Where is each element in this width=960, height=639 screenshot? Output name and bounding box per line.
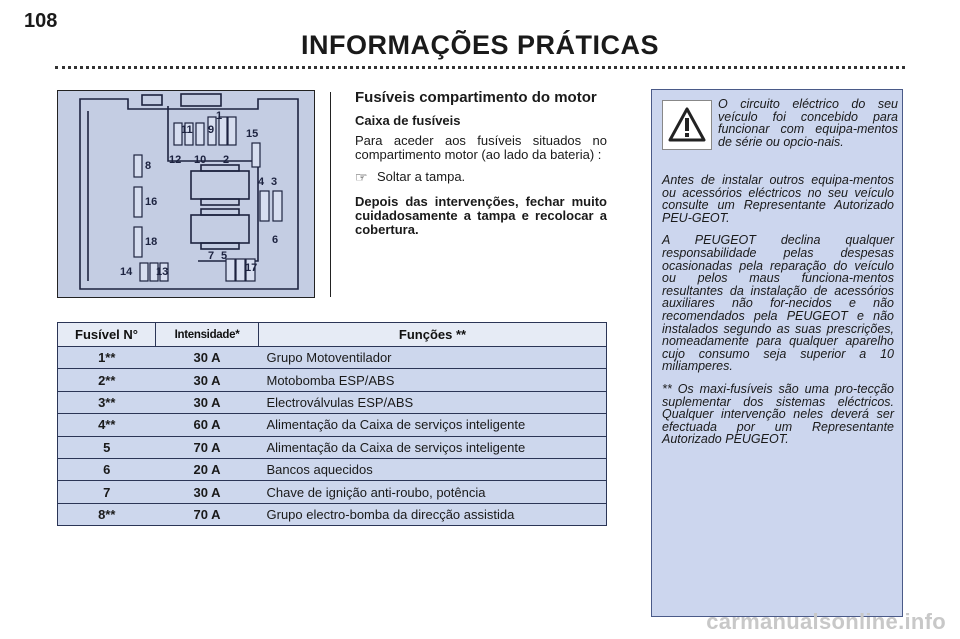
page-number: 108: [24, 10, 58, 32]
warning-triangle-icon: [662, 100, 712, 150]
fuse-number: 8**: [58, 503, 156, 525]
fuse-number: 7: [58, 481, 156, 503]
diagram-label: 8: [145, 160, 152, 172]
fuse-instructions: [355, 90, 607, 237]
intro-paragraph: Para aceder aos fusíveis situados no compartimento motor (ao lado da bateria) :: [355, 133, 607, 162]
fuse-number: 5: [58, 436, 156, 458]
fuse-intensity: 70 A: [156, 503, 259, 525]
fuse-number: 2**: [58, 369, 156, 391]
diagram-label: 2: [223, 154, 230, 166]
diagram-label: 18: [145, 236, 158, 248]
fuse-number: 6: [58, 458, 156, 480]
diagram-label: 9: [208, 124, 215, 136]
fuse-intensity: 30 A: [156, 481, 259, 503]
closing-warning: Depois das intervenções, fechar muito cuidadosamente a tampa e recolocar a cobertura.: [355, 194, 607, 237]
fuse-function: Motobomba ESP/ABS: [259, 369, 607, 391]
fuse-function: Alimentação da Caixa de serviços inteligente: [259, 436, 607, 458]
diagram-label: 7: [208, 250, 215, 262]
diagram-label: 4: [258, 176, 265, 188]
diagram-label: 1: [216, 110, 223, 122]
warning-callout: [662, 97, 898, 168]
page-title: INFORMAÇÕES PRÁTICAS: [300, 30, 659, 60]
diagram-label: 12: [169, 154, 182, 166]
table-row: [58, 391, 607, 413]
column-header-functions: Funções **: [259, 323, 607, 347]
fuse-intensity: 30 A: [156, 391, 259, 413]
warning-text: O circuito eléctrico do seu veículo foi concebido para funcionar com equipa-mentos de série ou opcio-nais.: [718, 97, 898, 149]
diagram-label: 5: [221, 250, 228, 262]
diagram-label: 6: [272, 234, 279, 246]
table-row: [58, 347, 607, 369]
title-divider: [55, 66, 905, 69]
table-row: [58, 481, 607, 503]
fuse-number: 3**: [58, 391, 156, 413]
notes-panel: [651, 89, 903, 617]
instruction-step: [355, 170, 607, 184]
fuse-function: Bancos aquecidos: [259, 458, 607, 480]
fuse-intensity: 70 A: [156, 436, 259, 458]
column-divider: [330, 92, 331, 297]
fuse-number: 4**: [58, 414, 156, 436]
table-row: [58, 436, 607, 458]
diagram-label: 16: [145, 196, 158, 208]
fuse-function: Grupo electro-bomba da direcção assistida: [259, 503, 607, 525]
step-text: Soltar a tampa.: [377, 169, 466, 184]
fuse-intensity: 30 A: [156, 347, 259, 369]
pointing-hand-icon: ☞: [355, 169, 368, 185]
fuse-box-diagram: [57, 90, 315, 298]
diagram-label: 3: [271, 176, 278, 188]
fuse-number: 1**: [58, 347, 156, 369]
fuse-intensity: 30 A: [156, 369, 259, 391]
fuse-function: Chave de ignição anti-roubo, potência: [259, 481, 607, 503]
section-subheading: Caixa de fusíveis: [355, 113, 461, 128]
fuse-intensity: 20 A: [156, 458, 259, 480]
fuse-function: Alimentação da Caixa de serviços inteligente: [259, 414, 607, 436]
fuse-box-drawing: [58, 91, 315, 298]
table-row: [58, 414, 607, 436]
diagram-label: 15: [246, 128, 259, 140]
diagram-label: 10: [194, 154, 207, 166]
fuse-intensity: 60 A: [156, 414, 259, 436]
fuse-table: [57, 322, 607, 526]
diagram-label: 13: [156, 266, 169, 278]
table-row: [58, 503, 607, 525]
note-paragraph: A PEUGEOT declina qualquer responsabilidade pelas despesas ocasionadas pela reparação do veículo ou pelos maus funciona-mentos resultantes da instalação de acessórios auxiliares não for-necidos e não recomendados pela PEUGEOT e não instalados segundo as suas prescrições, nomeadamente para qualquer aparelho cujo consumo seja superior a 10 miliamperes.: [662, 233, 894, 374]
table-header-row: [58, 323, 607, 347]
table-row: [58, 458, 607, 480]
note-paragraph: ** Os maxi-fusíveis são uma pro-tecção suplementar dos sistemas eléctricos. Qualquer intervenção neles deverá ser efectuada por um Representante Autorizado PEUGEOT.: [662, 381, 894, 447]
diagram-label: 17: [245, 262, 258, 274]
table-row: [58, 369, 607, 391]
column-header-intensity: Intensidade*: [156, 323, 259, 347]
section-heading: Fusíveis compartimento do motor: [355, 89, 597, 106]
note-paragraph: Antes de instalar outros equipa-mentos ou acessórios eléctricos no seu veículo consulte um Representante Autorizado PEU-GEOT.: [662, 173, 894, 225]
fuse-function: Electroválvulas ESP/ABS: [259, 391, 607, 413]
column-header-fuse-number: Fusível N°: [58, 323, 156, 347]
diagram-label: 14: [120, 266, 133, 278]
watermark: carmanualsonline.info: [706, 609, 946, 634]
fuse-function: Grupo Motoventilador: [259, 347, 607, 369]
diagram-label: 11: [181, 124, 193, 136]
